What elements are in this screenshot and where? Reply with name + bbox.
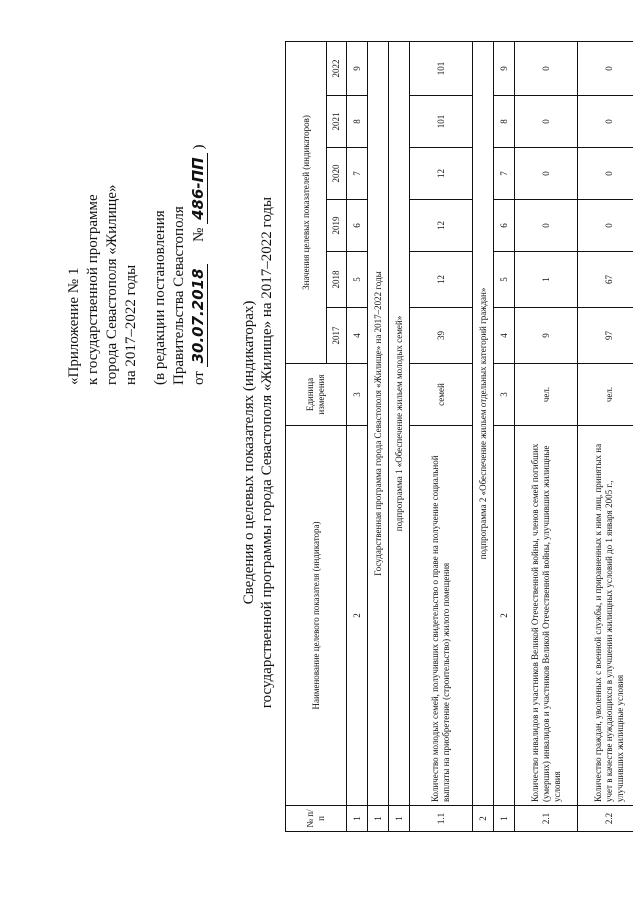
indicator-value: 0 [515, 200, 578, 252]
col-number: 9 [494, 42, 515, 96]
indicator-value: 67 [578, 252, 633, 308]
indicator-name: Количество граждан, уволенных с военной службы, и приравненных к ним лиц, принятых на учет в качестве нуждающихся в улучшении жилищных условий до 1 января 2005 г., улучшивших жилищные условия [578, 426, 633, 806]
number-prefix: № [191, 227, 207, 242]
indicator-value: 0 [578, 96, 633, 148]
col-number: 9 [347, 42, 368, 96]
document-title: Сведения о целевых показателях (индикаторах) [241, 300, 257, 605]
indicator-value: 97 [578, 308, 633, 364]
header-name: Наименование целевого показателя (индикатора) [286, 426, 347, 806]
appendix-line: «Приложение № 1 [66, 267, 82, 385]
row-num: 1.1 [410, 806, 473, 832]
appendix-line: к государственной программе [85, 194, 101, 385]
row-num: 2.2 [578, 806, 633, 832]
appendix-date-line [189, 45, 209, 385]
row-num: 2 [473, 806, 494, 832]
row-num: 1 [368, 806, 389, 832]
table-row [410, 42, 473, 832]
subprogram-row [389, 42, 410, 832]
header-year: 2018 [327, 252, 347, 308]
document-subtitle: государственной программы города Севастополя «Жилище» на 2017–2022 годы [259, 196, 275, 709]
header-year: 2017 [327, 308, 347, 364]
indicator-value: 39 [410, 308, 473, 364]
indicator-name: Количество молодых семей, получивших свидетельство о праве на получение социальной выплаты на приобретение (строительство) жилого помещения [410, 426, 473, 806]
col-number: 3 [494, 364, 515, 426]
indicator-value: 0 [515, 96, 578, 148]
row-num: 1 [389, 806, 410, 832]
indicator-unit: семей [410, 364, 473, 426]
handwritten-number: 486-ПП [189, 153, 208, 224]
indicator-value: 0 [578, 200, 633, 252]
header-year: 2022 [327, 42, 347, 96]
appendix-line: на 2017–2022 годы [123, 264, 139, 385]
subprogram-row [473, 42, 494, 832]
indicator-value: 1 [515, 252, 578, 308]
header-year: 2019 [327, 200, 347, 252]
indicator-value: 12 [410, 200, 473, 252]
appendix-line: Правительства Севастополя [171, 206, 187, 385]
col-number: 6 [494, 200, 515, 252]
date-prefix: от [191, 371, 207, 385]
subprogram-title: подпрограмма 2 «Обеспечение жильем отдельных категорий граждан» [473, 42, 494, 806]
indicator-value: 0 [578, 148, 633, 200]
program-row [368, 42, 389, 832]
appendix-line: города Севастополя «Жилище» [104, 184, 120, 385]
column-numbers-row [494, 42, 515, 832]
header-year: 2020 [327, 148, 347, 200]
col-number: 5 [347, 252, 368, 308]
indicator-value: 101 [410, 96, 473, 148]
col-number: 4 [347, 308, 368, 364]
indicators-table [285, 41, 633, 832]
appendix-header [65, 45, 209, 385]
header-year: 2021 [327, 96, 347, 148]
col-number: 8 [494, 96, 515, 148]
indicator-value: 101 [410, 42, 473, 96]
col-number: 3 [347, 364, 368, 426]
table-row [578, 42, 633, 832]
col-number: 4 [494, 308, 515, 364]
indicator-value: 12 [410, 148, 473, 200]
program-title: Государственная программа города Севастополя «Жилище» на 2017–2022 годы [368, 42, 389, 806]
col-number: 2 [347, 426, 368, 806]
col-number: 6 [347, 200, 368, 252]
indicator-name: Количество инвалидов и участников Великой Отечественной войны, членов семей погибших (умерших) инвалидов и участников Великой Отечественной войны, улучшивших жилищные условия [515, 426, 578, 806]
indicator-unit: чел. [578, 364, 633, 426]
handwritten-date: 30.07.2018 [189, 264, 208, 367]
row-num: 2.1 [515, 806, 578, 832]
indicator-value: 0 [515, 148, 578, 200]
col-number: 1 [347, 806, 368, 832]
header-unit: Единица измерения [286, 364, 347, 426]
col-number: 1 [494, 806, 515, 832]
indicator-value: 0 [578, 42, 633, 96]
col-number: 8 [347, 96, 368, 148]
col-number: 2 [494, 426, 515, 806]
column-numbers-row [347, 42, 368, 832]
subprogram-title: подпрограмма 1 «Обеспечение жильем молодых семей» [389, 42, 410, 806]
indicator-unit: чел. [515, 364, 578, 426]
header-num: № п/п [286, 806, 347, 832]
col-number: 7 [347, 148, 368, 200]
indicator-value: 0 [515, 42, 578, 96]
appendix-line: (в редакции постановления [152, 210, 168, 385]
table-row [515, 42, 578, 832]
header-values-group: Значения целевых показателей (индикаторов) [286, 42, 327, 364]
col-number: 5 [494, 252, 515, 308]
col-number: 7 [494, 148, 515, 200]
indicator-value: 12 [410, 252, 473, 308]
closing-paren: ) [191, 144, 207, 150]
indicator-value: 9 [515, 308, 578, 364]
